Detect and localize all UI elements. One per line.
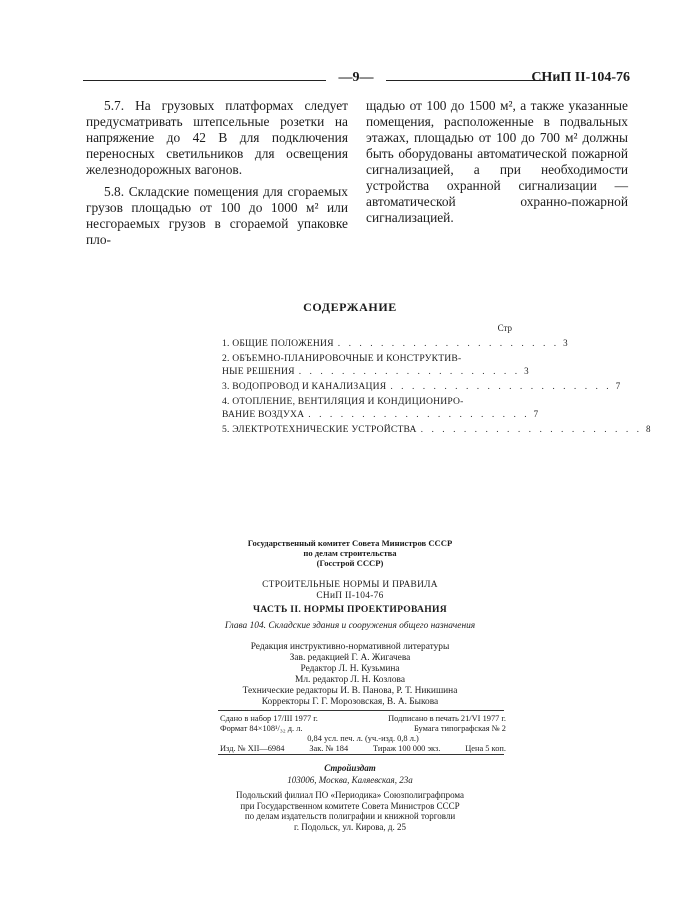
toc-leader-dots: . . . . . . . . . . . . . . . . . . . . .	[420, 424, 643, 435]
toc-entry[interactable]	[222, 380, 621, 393]
printer-line: по делам издательств полиграфии и книжной торговли	[244, 811, 456, 821]
toc-leader-dots: . . . . . . . . . . . . . . . . . . . . .	[337, 338, 560, 349]
table-of-contents	[222, 322, 651, 438]
editors-block	[0, 642, 700, 708]
norms-title: СТРОИТЕЛЬНЫЕ НОРМЫ И ПРАВИЛА	[262, 580, 438, 590]
pub-price: Цена 5 коп.	[465, 744, 506, 753]
publisher-name: Стройиздат	[324, 763, 376, 773]
editor-line: Редакция инструктивно-нормативной литературы	[250, 642, 450, 652]
toc-entry-page: 8	[646, 424, 651, 434]
toc-page-header: Стр	[497, 323, 512, 333]
printer-line: Подольский филиал ПО «Периодика» Союзполиграфпрома	[235, 790, 465, 800]
header-rule-right	[386, 80, 543, 81]
toc-entry-title: 4. ОТОПЛЕНИЕ, ВЕНТИЛЯЦИЯ И КОНДИЦИОНИРО-	[222, 396, 464, 407]
norms-block	[0, 580, 700, 602]
paragraph-5-8: 5.8. Складские помещения для сгораемых грузов площадью от 100 до 1000 м² или несгораемых грузов в сгораемой упаковке пло-	[86, 184, 348, 247]
toc-entry[interactable]	[222, 337, 568, 350]
toc-entry-title: 5. ЭЛЕКТРОТЕХНИЧЕСКИЕ УСТРОЙСТВА	[222, 424, 417, 435]
toc-title: СОДЕРЖАНИЕ	[303, 300, 397, 314]
toc-entry[interactable]	[222, 423, 651, 436]
paragraph-5-8-continued: щадью от 100 до 1500 м², а также указанные помещения, расположенные в подвальных этажах, площадью от 100 до 700 м² должны быть оборудованы автоматической пожарной сигнализацией, а при необходимости устройства охранной сигнализации — автоматической охранно-пожарной сигнализацией.	[366, 98, 628, 225]
chapter-title: Глава 104. Складские здания и сооружения общего назначения	[224, 621, 476, 631]
text-column-left	[86, 98, 348, 254]
editor-line: Зав. редакцией Г. А. Жигачева	[289, 653, 411, 663]
publication-rule-bottom	[218, 754, 504, 755]
toc-leader-dots: . . . . . . . . . . . . . . . . . . . . .	[308, 409, 530, 420]
document-code: СНиП II-104-76	[531, 70, 630, 85]
pub-izd: Изд. № XII—6984	[220, 744, 285, 753]
toc-entry[interactable]	[222, 352, 529, 378]
toc-entry-title-continued: НЫЕ РЕШЕНИЯ	[222, 366, 295, 377]
toc-leader-dots: . . . . . . . . . . . . . . . . . . . . .	[390, 381, 612, 392]
toc-leader-dots: . . . . . . . . . . . . . . . . . . . . .	[298, 366, 521, 377]
part-title: ЧАСТЬ II. НОРМЫ ПРОЕКТИРОВАНИЯ	[252, 604, 448, 615]
org-line: по делам строительства	[303, 548, 397, 558]
toc-entry-title: 3. ВОДОПРОВОД И КАНАЛИЗАЦИЯ	[222, 381, 387, 392]
toc-entry[interactable]	[222, 395, 539, 421]
editor-line: Редактор Л. Н. Кузьмина	[300, 664, 400, 674]
editor-line: Мл. редактор Л. Н. Козлова	[295, 675, 405, 685]
printer-line: при Государственном комитете Совета Министров СССР	[240, 800, 460, 811]
paragraph-5-7: 5.7. На грузовых платформах следует предусматривать штепсельные розетки на напряжение до 42 В для подключения переносных светильников для освещения железнодорожных вагонов.	[86, 98, 348, 177]
toc-entry-title: 2. ОБЪЕМНО-ПЛАНИРОВОЧНЫЕ И КОНСТРУКТИВ-	[222, 353, 462, 364]
org-line: (Госстрой СССР)	[316, 558, 384, 568]
printer-block	[0, 790, 700, 832]
toc-entry-page: 7	[615, 381, 621, 391]
org-line: Государственный комитет Совета Министров СССР	[247, 538, 453, 548]
pub-format: Формат 84×108¹/₃₂ д. л.	[220, 724, 303, 733]
toc-entry-page: 3	[563, 338, 568, 348]
toc-entry-page: 3	[524, 366, 529, 376]
toc-entry-title-continued: ВАНИЕ ВОЗДУХА	[222, 409, 305, 420]
text-column-right	[366, 98, 628, 232]
norms-code: СНиП II-104-76	[316, 591, 384, 601]
pub-paper: Бумага типографская № 2	[413, 724, 506, 733]
pub-signed: Подписано в печать 21/VI 1977 г.	[388, 714, 506, 723]
publisher-address: 103006, Москва, Каляевская, 23а	[287, 775, 413, 785]
printer-line: г. Подольск, ул. Кирова, д. 25	[294, 821, 406, 832]
publication-data	[220, 714, 506, 754]
header-rule-left	[83, 80, 326, 81]
publication-rule-top	[218, 710, 504, 711]
pub-order: Зак. № 184	[309, 744, 349, 753]
pub-sheets: 0,84 усл. печ. л. (уч.-изд. 0,8 л.)	[307, 734, 419, 743]
toc-entry-page: 7	[533, 409, 539, 419]
pub-run: Тираж 100 000 экз.	[372, 744, 441, 753]
page-number: —9—	[338, 70, 374, 85]
organization-block	[0, 538, 700, 568]
editor-line: Корректоры Г. Г. Морозовская, В. А. Быкова	[261, 697, 439, 707]
editor-line: Технические редакторы И. В. Панова, Р. Т. Никишина	[242, 686, 458, 696]
toc-entry-title: 1. ОБЩИЕ ПОЛОЖЕНИЯ	[222, 338, 334, 349]
pub-sent: Сдано в набор 17/III 1977 г.	[220, 714, 318, 723]
